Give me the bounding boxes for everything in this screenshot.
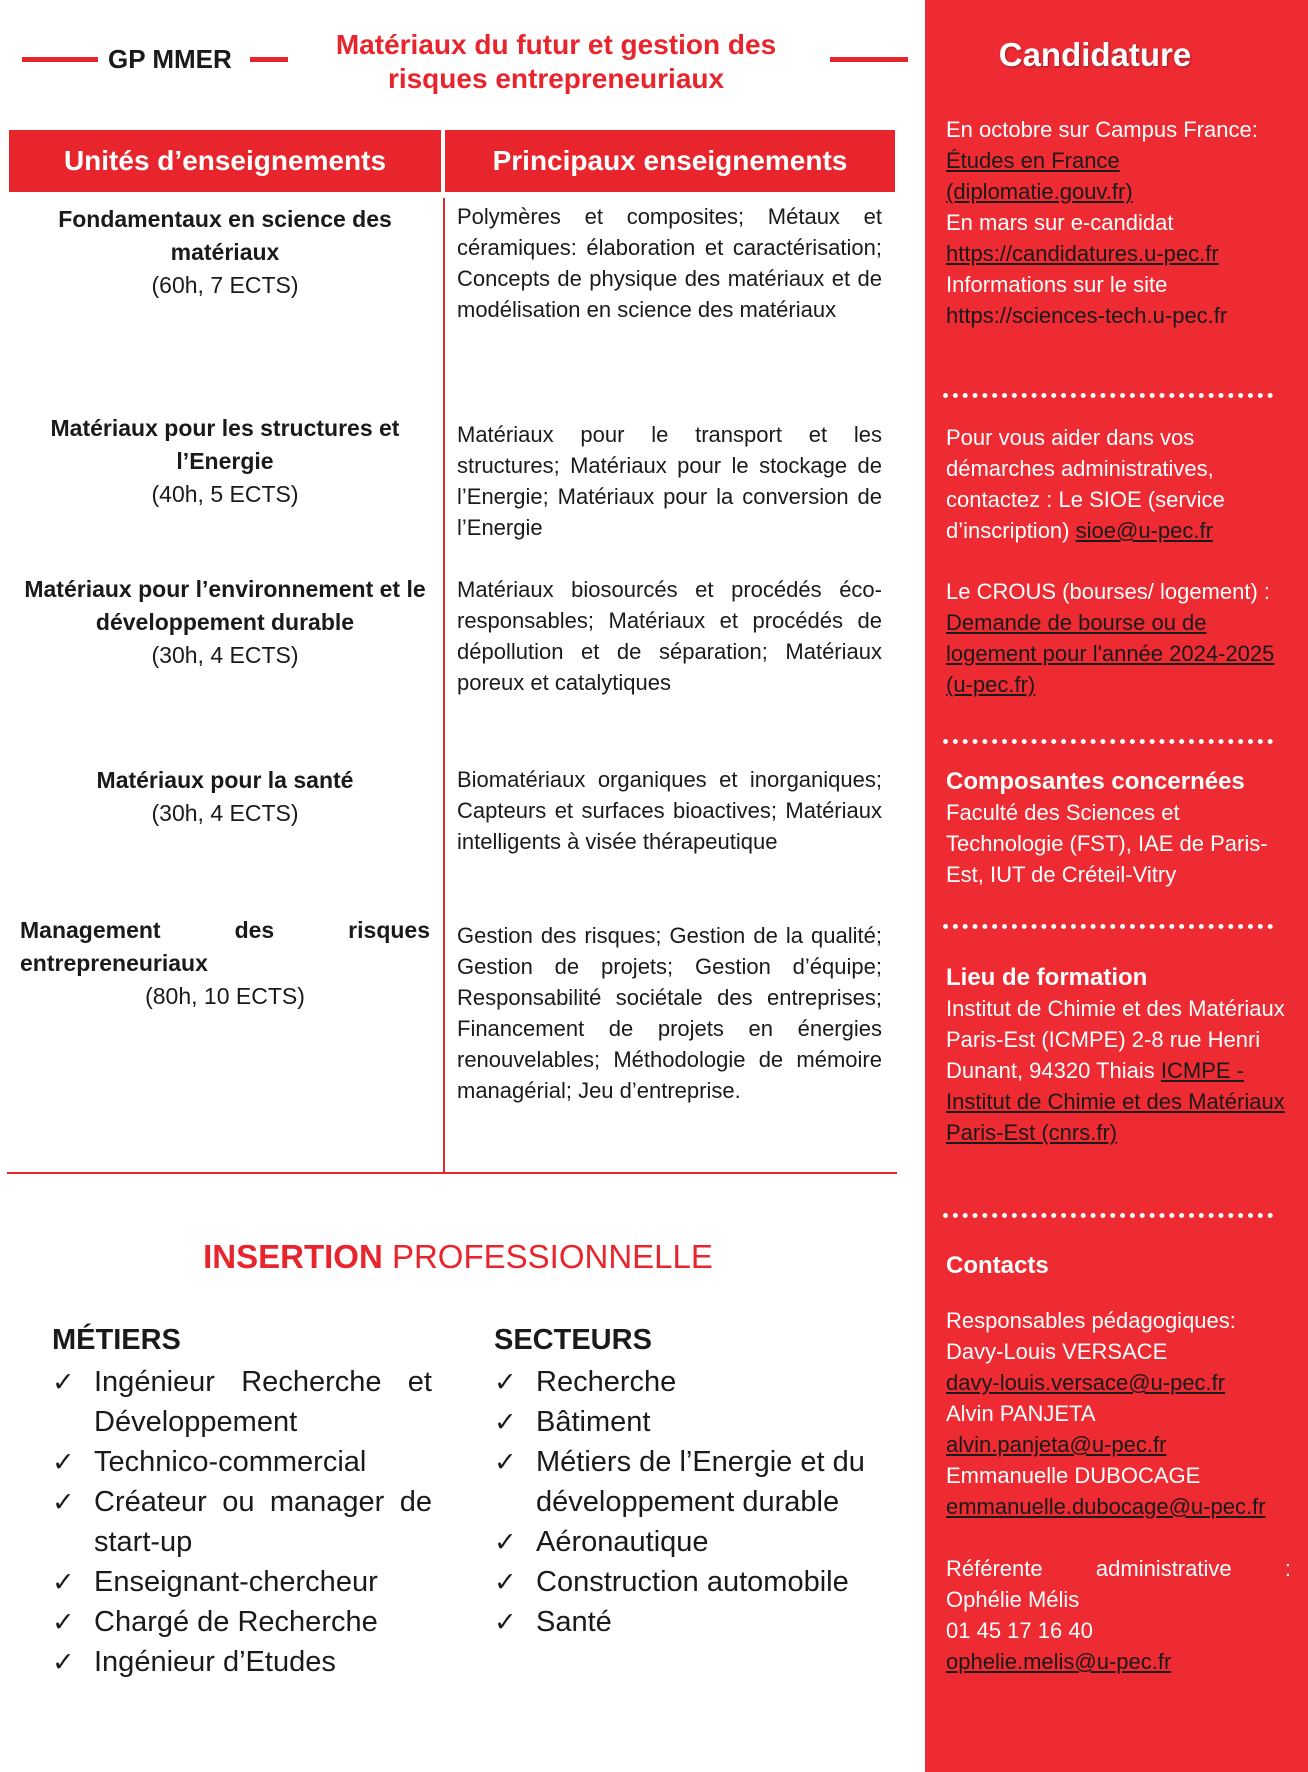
insertion-title-rest: PROFESSIONNELLE <box>382 1238 713 1275</box>
contacts-title: Contacts <box>946 1252 1049 1279</box>
ecandidat-label: En mars sur e-candidat <box>946 210 1174 235</box>
list-item: ✓ Créateur ou manager de start-up <box>52 1482 432 1562</box>
candidature-block <box>946 114 1291 331</box>
contacts-block <box>946 1250 1291 1677</box>
dotted-separator <box>943 1213 1273 1218</box>
table-row-content: Polymères et composites; Métaux et céramiques: élaboration et caractérisation; Concepts de physique des matériaux et de modélisation en science des matériaux <box>457 204 882 322</box>
composantes-text: Faculté des Sciences et Technologie (FST), IAE de Paris-Est, IUT de Créteil-Vitry <box>946 800 1268 887</box>
resp-label: Responsables pédagogiques: <box>946 1308 1236 1333</box>
program-title: Matériaux du futur et gestion des risques entrepreneuriaux <box>335 29 777 94</box>
unit-name: Matériaux pour les structures et l’Energie <box>50 415 400 474</box>
composantes-title: Composantes concernées <box>946 768 1245 795</box>
sidebar <box>925 0 1308 1772</box>
check-icon: ✓ <box>494 1607 517 1637</box>
unit-hours: (30h, 4 ECTS) <box>151 642 299 668</box>
dotted-separator <box>943 739 1273 744</box>
check-icon: ✓ <box>494 1407 517 1437</box>
check-icon: ✓ <box>52 1447 75 1477</box>
header-rule-middle <box>250 57 288 62</box>
lieu-text: Institut de Chimie et des Matériaux Paris-Est (ICMPE) 2-8 rue Henri Dunant, 94320 Thiais <box>946 996 1285 1083</box>
list-item: ✓ Construction automobile <box>494 1562 914 1602</box>
check-icon: ✓ <box>494 1567 517 1597</box>
table-header-main: Principaux enseignements <box>445 130 895 192</box>
unit-name: Matériaux pour l’environnement et le développement durable <box>24 576 426 635</box>
check-icon: ✓ <box>52 1567 75 1597</box>
table-row-content: Matériaux biosourcés et procédés éco-responsables; Matériaux et procédés de dépollution et de séparation; Matériaux poreux et catalytiques <box>457 577 882 695</box>
metiers-heading: MÉTIERS <box>52 1324 181 1356</box>
icmpe-link[interactable]: ICMPE - Institut de Chimie et des Matériaux Paris-Est (cnrs.fr) <box>946 1058 1285 1145</box>
check-icon: ✓ <box>52 1607 75 1637</box>
unit-hours: (60h, 7 ECTS) <box>151 272 299 298</box>
table-row-content: Gestion des risques; Gestion de la qualité; Gestion de projets; Gestion d’équipe; Responsabilité sociétale des entreprises; Financement de projets en énergies renouvelables; Méthodologie de mémoire managérial; Jeu d’entreprise. <box>457 923 882 1103</box>
metiers-list <box>52 1362 432 1682</box>
insertion-title <box>0 1238 916 1276</box>
table-row-unit <box>18 764 432 830</box>
program-code: GP MMER <box>108 44 232 74</box>
list-item: ✓ Ingénieur Recherche et Développement <box>52 1362 432 1442</box>
list-item: ✓ Métiers de l’Energie et du développement durable <box>494 1442 914 1522</box>
table-bottom-rule <box>7 1172 897 1174</box>
resp3-email-link[interactable]: emmanuelle.dubocage@u-pec.fr <box>946 1494 1266 1519</box>
list-item: ✓ Recherche <box>494 1362 914 1402</box>
check-icon: ✓ <box>494 1447 517 1477</box>
ref-phone: 01 45 17 16 40 <box>946 1618 1093 1643</box>
table-row-content: Biomatériaux organiques et inorganiques; Capteurs et surfaces bioactives; Matériaux intelligents à visée thérapeutique <box>457 767 882 854</box>
unit-hours: (40h, 5 ECTS) <box>151 481 299 507</box>
resp1-email-link[interactable]: davy-louis.versace@u-pec.fr <box>946 1370 1226 1395</box>
crous-text: Le CROUS (bourses/ logement) : <box>946 579 1271 604</box>
table-row-unit <box>20 914 430 1013</box>
sioe-block <box>946 422 1291 546</box>
check-icon: ✓ <box>494 1367 517 1397</box>
candidature-intro: En octobre sur Campus France: <box>946 117 1258 142</box>
insertion-title-bold: INSERTION <box>203 1238 383 1275</box>
lieu-block <box>946 962 1291 1148</box>
list-item: ✓ Aéronautique <box>494 1522 914 1562</box>
unit-hours: (80h, 10 ECTS) <box>145 983 305 1009</box>
resp2-email-link[interactable]: alvin.panjeta@u-pec.fr <box>946 1432 1167 1457</box>
table-header-units: Unités d’enseignements <box>9 130 441 192</box>
lieu-title: Lieu de formation <box>946 964 1148 991</box>
resp2-name: Alvin PANJETA <box>946 1401 1096 1426</box>
table-row-content: Matériaux pour le transport et les structures; Matériaux pour le stockage de l’Energie; Matériaux pour la conversion de l’Energie <box>457 422 882 540</box>
secteurs-list <box>494 1362 914 1642</box>
campus-france-link[interactable]: Études en France (diplomatie.gouv.fr) <box>946 148 1133 204</box>
ref-email-link[interactable]: ophelie.melis@u-pec.fr <box>946 1649 1172 1674</box>
check-icon: ✓ <box>52 1647 75 1677</box>
unit-name: Fondamentaux en science des matériaux <box>58 206 392 265</box>
site-url[interactable]: https://sciences-tech.u-pec.fr <box>946 303 1228 328</box>
dotted-separator <box>943 393 1273 398</box>
list-item: ✓ Santé <box>494 1602 914 1642</box>
list-item: ✓ Enseignant-chercheur <box>52 1562 432 1602</box>
list-item: ✓ Bâtiment <box>494 1402 914 1442</box>
ref-label: Référente administrative : <box>946 1556 1291 1581</box>
list-item: ✓ Chargé de Recherche <box>52 1602 432 1642</box>
crous-block <box>946 576 1291 700</box>
header-rule-left <box>22 57 98 62</box>
ecandidat-link[interactable]: https://candidatures.u-pec.fr <box>946 241 1219 266</box>
secteurs-heading: SECTEURS <box>494 1324 652 1356</box>
composantes-block <box>946 766 1291 890</box>
table-column-divider <box>443 198 445 1172</box>
candidature-title: Candidature <box>998 36 1192 73</box>
unit-name: Management des risques entrepreneuriaux <box>20 917 430 976</box>
unit-hours: (30h, 4 ECTS) <box>151 800 299 826</box>
list-item: ✓ Technico-commercial <box>52 1442 432 1482</box>
table-row-unit <box>18 203 432 302</box>
crous-link[interactable]: Demande de bourse ou de logement pour l'année 2024-2025 (u-pec.fr) <box>946 610 1275 697</box>
resp3-name: Emmanuelle DUBOCAGE <box>946 1463 1201 1488</box>
info-label: Informations sur le site <box>946 272 1168 297</box>
resp1-name: Davy-Louis VERSACE <box>946 1339 1168 1364</box>
ref-name: Ophélie Mélis <box>946 1587 1080 1612</box>
table-row-unit <box>18 573 432 672</box>
unit-name: Matériaux pour la santé <box>96 767 354 793</box>
dotted-separator <box>943 924 1273 929</box>
header-rule-right <box>830 57 908 62</box>
check-icon: ✓ <box>52 1367 75 1397</box>
check-icon: ✓ <box>52 1487 75 1517</box>
check-icon: ✓ <box>494 1527 517 1557</box>
sioe-text: Pour vous aider dans vos démarches administratives, contactez : Le SIOE (service d’inscription) <box>946 425 1225 543</box>
table-row-unit <box>18 412 432 511</box>
list-item: ✓ Ingénieur d’Etudes <box>52 1642 432 1682</box>
sioe-email-link[interactable]: sioe@u-pec.fr <box>1075 518 1213 543</box>
